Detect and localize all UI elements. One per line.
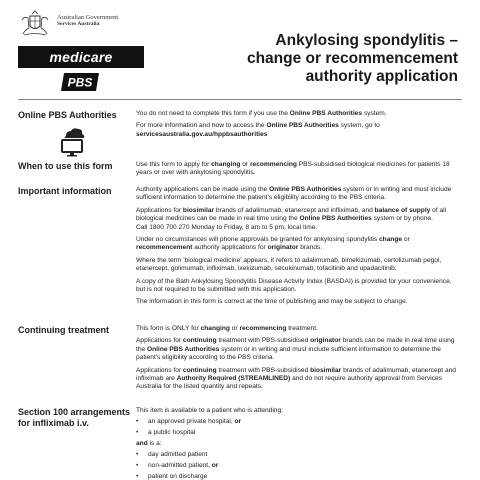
government-name: Australian Government (57, 14, 119, 21)
list-item: • patient on discharge (136, 473, 462, 480)
paragraph: Where the term 'biological medicine' appears, it refers to adalimumab, bimekizumab, certolizumab pegol, etanercept, golimumab, infliximab, ixekizumab, secukinumab, tofacitinib and upadacitinib. (136, 256, 442, 273)
paragraph: Applications for continuing treatment with PBS-subsidised originator brands can be made in real time using the Online PBS Authorities system or in writing and must include sufficient information to determine the patient's eligibility according to the PBS criteria. (136, 337, 455, 362)
paragraph: This form is ONLY for changing or recommencing treatment. (136, 325, 318, 332)
section-body (136, 110, 462, 143)
patient-type-list (136, 451, 462, 480)
paragraph: Use this form to apply for changing or recommencing PBS-subsidised biological medicines for patients 18 years or over with ankylosing spondylitis. (136, 161, 450, 177)
hospital-list (136, 418, 462, 437)
paragraph: You do not need to complete this form if you use the Online PBS Authorities system. (136, 110, 387, 117)
list-item: • non-admitted patient, or (136, 462, 462, 470)
list-item: • an approved private hospital, or (136, 418, 462, 426)
section-label: When to use this form (18, 161, 113, 171)
section-body (136, 325, 462, 396)
paragraph: Under no circumstances will phone approvals be granted for ankylosing spondylitis change or recommencement authority applications for originator brands. (136, 236, 410, 252)
list-item: • a public hospital (136, 429, 462, 437)
paragraph: The information in this form is correct at the time of publishing and may be subject to change. (136, 298, 408, 306)
medicare-logo: medicare (18, 46, 144, 68)
title-line-1: Ankylosing spondylitis – (275, 32, 458, 49)
government-logo (18, 10, 158, 42)
title-line-3: authority application (305, 68, 458, 85)
section-label: Online PBS Authorities (18, 110, 117, 120)
section-label: Continuing treatment (18, 325, 109, 335)
coat-of-arms-icon (18, 10, 52, 38)
paragraph: A copy of the Bath Ankylosing Spondylitis Disease Activity Index (BASDAI) is provided for your convenience, but is not required to be submitted with this application. (136, 277, 452, 294)
section-body (136, 186, 462, 311)
pbs-logo (60, 72, 100, 92)
agency-name: Services Australia (57, 21, 100, 27)
logo-block (18, 10, 158, 97)
header-divider (18, 99, 462, 100)
pbs-logo-text: PBS (67, 75, 93, 90)
section-label: Section 100 arrangements for infliximab i.v. (18, 407, 131, 428)
computer-cloud-icon (60, 127, 86, 157)
phone-line: Call 1800 700 270 Monday to Friday, 8 am to 5 pm, local time. (136, 223, 318, 231)
section-body (136, 407, 462, 480)
list-item: • day admitted patient (136, 451, 462, 459)
authorities-link[interactable]: servicesaustralia.gov.au/hppbsauthorities (136, 130, 268, 138)
paragraph: and is a: (136, 440, 162, 447)
title-line-2: change or recommencement (246, 50, 458, 67)
paragraph: Applications for biosimilar brands of adalimumab, etanercept and infliximab, and balance of supply of all biological medicines can be made in real time using the Online PBS Authorities system or by phone. Call 1800 700 270 Monday to Friday, 8 am to 5 pm, local time. (136, 206, 447, 231)
section-label: Important information (18, 186, 112, 196)
paragraph: Authority applications can be made using the Online PBS Authorities system or in writing and must include sufficient information to determine the patient's eligibility according to the PBS criteria. (136, 186, 452, 202)
section-body (136, 161, 462, 182)
form-title (198, 32, 458, 86)
paragraph: For more information and how to access the Online PBS Authorities system, go to servicesaustralia.gov.au/hppbsauthorities (136, 122, 380, 138)
paragraph: Applications for continuing treatment with PBS-subsidised biosimilar brands of adalimumab, etanercept and infliximab are Authority Required (STREAMLINED) and do not require authority approval from Services Australia for the listed quantity and repeats. (136, 366, 456, 391)
paragraph: This item is available to a patient who is attending: (136, 407, 283, 414)
